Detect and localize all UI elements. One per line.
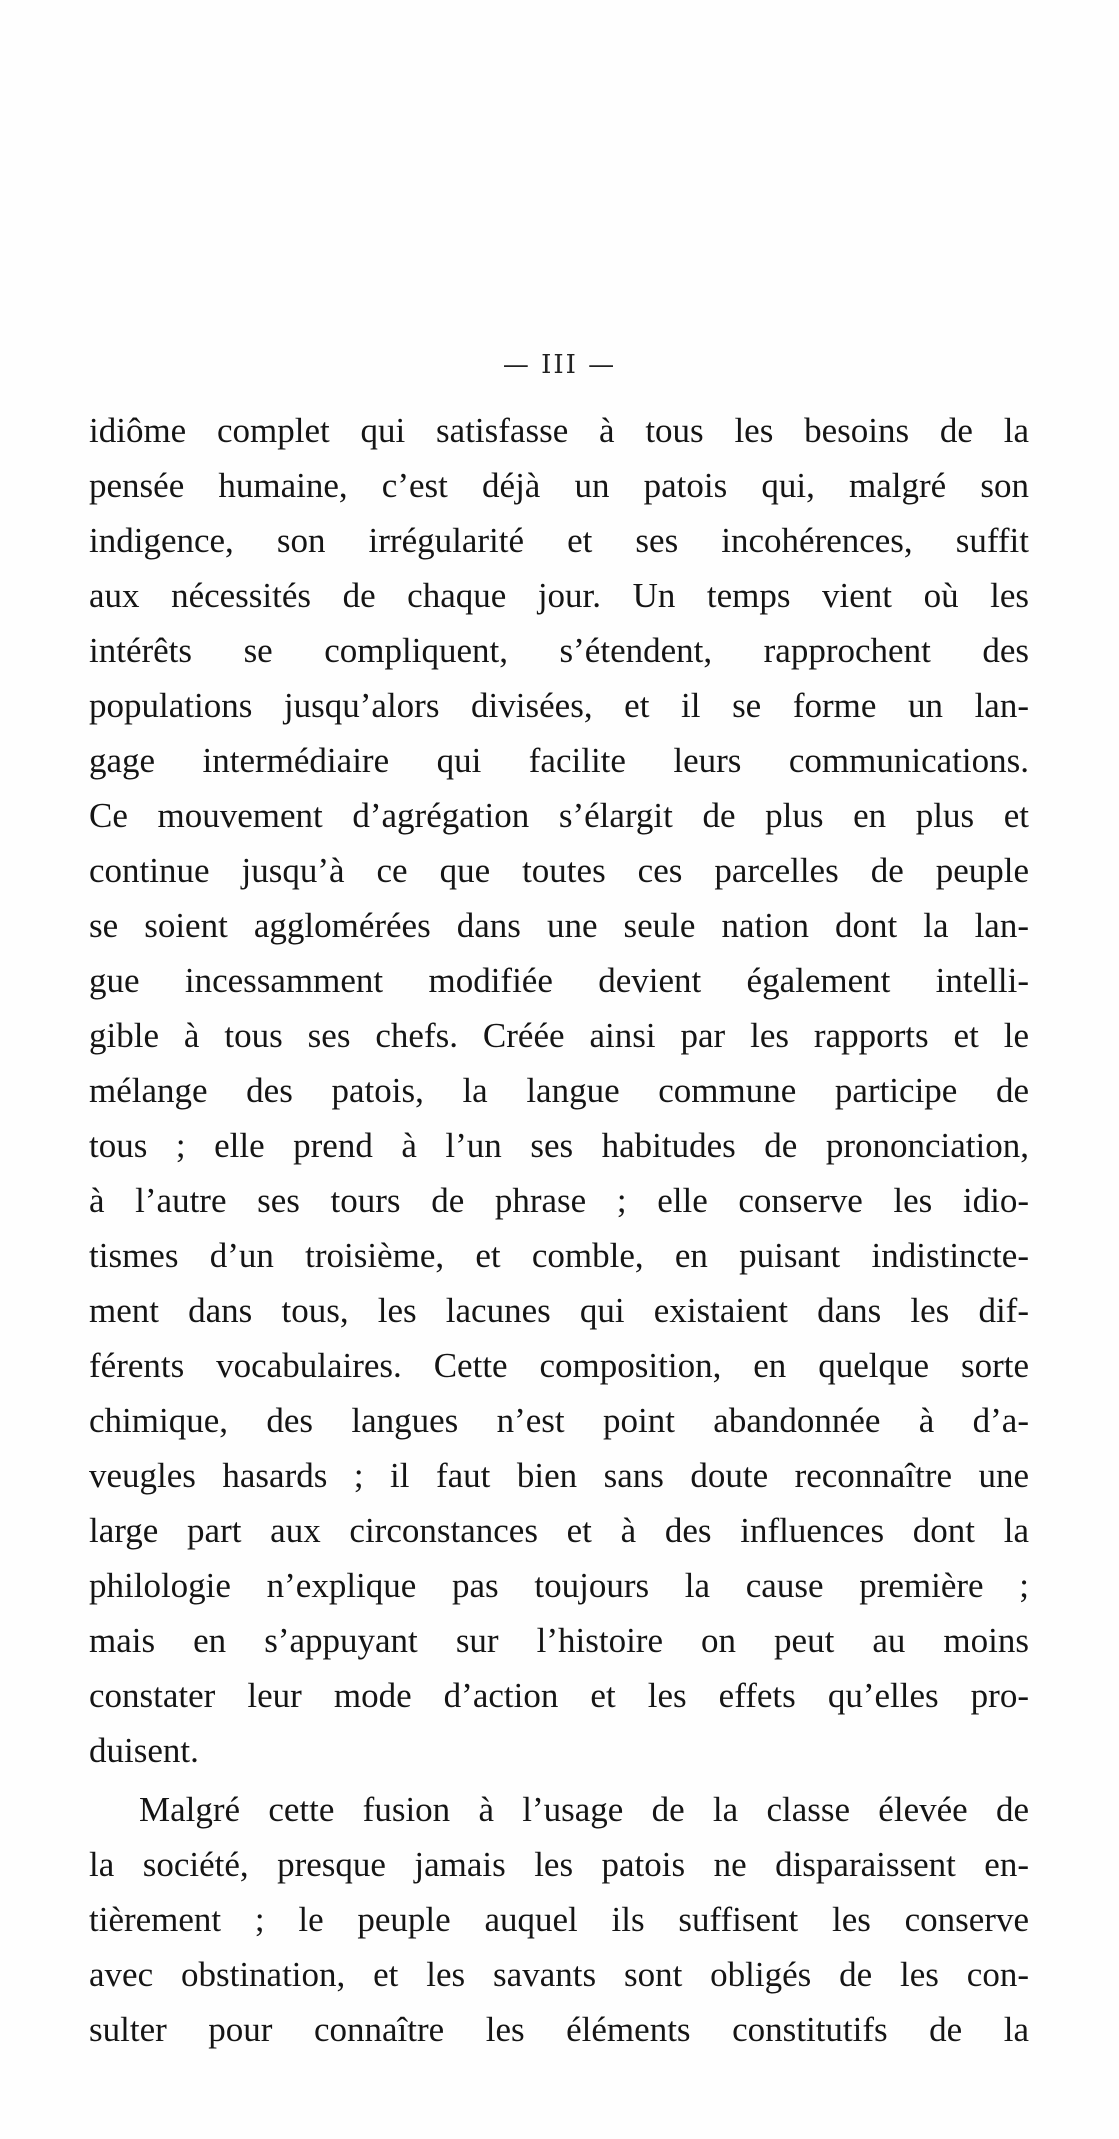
text-line: tismes d’un troisième, et comble, en puisant indistincte- [89,1236,1029,1275]
text-line: tièrement ; le peuple auquel ils suffisent les conserve [89,1900,1029,1939]
text-line: aux nécessités de chaque jour. Un temps vient où les [89,576,1029,615]
text-line: Malgré cette fusion à l’usage de la classe élevée de [139,1790,1029,1829]
text-line: duisent. [89,1731,199,1770]
text-line: gue incessamment modifiée devient également intelli- [89,961,1029,1000]
text-line: à l’autre ses tours de phrase ; elle conserve les idio- [89,1181,1029,1220]
paragraph-1 [89,403,1029,1778]
text-line: ment dans tous, les lacunes qui existaient dans les dif- [89,1291,1029,1330]
text-line: mélange des patois, la langue commune participe de [89,1071,1029,1110]
body-text [89,403,1029,2057]
text-line: idiôme complet qui satisfasse à tous les besoins de la [89,411,1029,450]
text-line: se soient agglomérées dans une seule nation dont la lan- [89,906,1029,945]
text-line: tous ; elle prend à l’un ses habitudes de prononciation, [89,1126,1029,1165]
text-line: pensée humaine, c’est déjà un patois qui, malgré son [89,466,1029,505]
text-line: sulter pour connaître les éléments constitutifs de la [89,2010,1029,2049]
text-line: gage intermédiaire qui facilite leurs communications. [89,741,1029,780]
text-line: intérêts se compliquent, s’étendent, rapprochent des [89,631,1029,670]
text-line: chimique, des langues n’est point abandonnée à d’a- [89,1401,1029,1440]
text-line: veugles hasards ; il faut bien sans doute reconnaître une [89,1456,1029,1495]
text-line: Ce mouvement d’agrégation s’élargit de plus en plus et [89,796,1029,835]
text-line: gible à tous ses chefs. Créée ainsi par les rapports et le [89,1016,1029,1055]
text-line: populations jusqu’alors divisées, et il se forme un lan- [89,686,1029,725]
text-line: constater leur mode d’action et les effets qu’elles pro- [89,1676,1029,1715]
text-line: mais en s’appuyant sur l’histoire on peut au moins [89,1621,1029,1660]
text-line: continue jusqu’à ce que toutes ces parcelles de peuple [89,851,1029,890]
text-line: férents vocabulaires. Cette composition, en quelque sorte [89,1346,1029,1385]
text-line: avec obstination, et les savants sont obligés de les con- [89,1955,1029,1994]
text-line: la société, presque jamais les patois ne disparaissent en- [89,1845,1029,1884]
text-line: philologie n’explique pas toujours la cause première ; [89,1566,1029,1605]
page-number: — III — [502,350,617,380]
text-line: large part aux circonstances et à des influences dont la [89,1511,1029,1550]
text-line: indigence, son irrégularité et ses incohérences, suffit [89,521,1029,560]
paragraph-2 [89,1782,1029,2057]
